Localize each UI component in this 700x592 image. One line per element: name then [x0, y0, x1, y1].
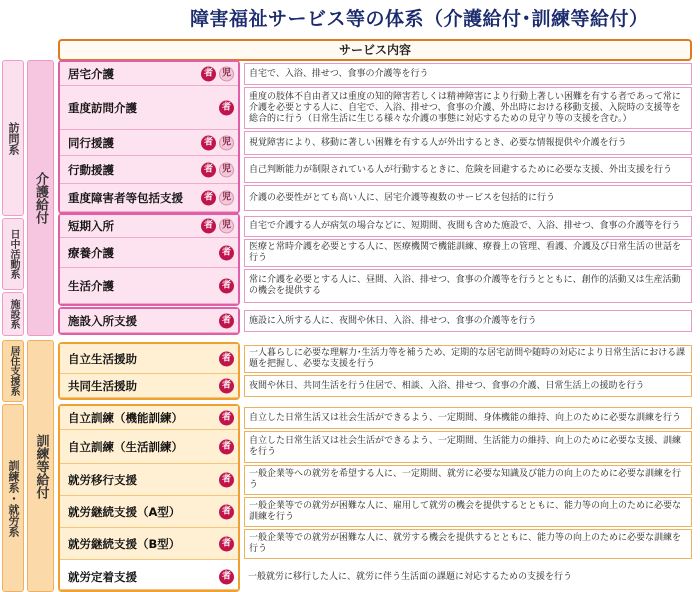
service-row [60, 184, 692, 212]
service-description: 視覚障害により、移動に著しい困難を有する人が外出するとき、必要な情報提供や介護を行う [244, 131, 692, 155]
service-description: 常に介護を必要とする人に、昼間、入浴、排せつ、食事の介護等を行うとともに、創作的活動又は生産活動の機会を提供する [244, 269, 692, 303]
category-kunren: 訓練系・就労系 [2, 404, 24, 592]
service-name: 居宅介護 者 児 [60, 62, 238, 86]
adult-badge: 者 [219, 313, 234, 328]
service-name: 共同生活援助 者 [60, 374, 238, 398]
service-name: 就労継続支援（B型） 者 [60, 528, 238, 560]
service-description: 自宅で、入浴、排せつ、食事の介護等を行う [244, 63, 692, 85]
adult-badge: 者 [201, 135, 216, 150]
service-description: 自己判断能力が制限されている人が行動するときに、危険を回避するために必要な支援、外出支援を行う [244, 157, 692, 183]
service-description: 自宅で介護する人が病気の場合などに、短期間、夜間も含めた施設で、入浴、排せつ、食事の介護等を行う [244, 216, 692, 237]
service-name: 生活介護 者 [60, 268, 238, 304]
service-description: 夜間や休日、共同生活を行う住居で、相談、入浴、排せつ、食事の介護、日常生活上の援助を行う [244, 375, 692, 397]
adult-badge: 者 [201, 66, 216, 81]
service-row [60, 528, 692, 560]
service-name: 就労移行支援 者 [60, 464, 238, 496]
adult-badge: 者 [219, 351, 234, 366]
service-row [60, 496, 692, 528]
service-name: 短期入所 者 児 [60, 215, 238, 238]
service-description: 一般就労に移行した人に、就労に伴う生活面の課題に対応するための支援を行う [244, 565, 692, 589]
service-description: 一般企業等での就労が困難な人に、雇用して就労の機会を提供するとともに、能力等の向上のために必要な訓練を行う [244, 497, 692, 527]
service-row [60, 268, 692, 304]
service-row [60, 564, 692, 590]
adult-badge: 者 [219, 536, 234, 551]
service-name: 就労継続支援（A型） 者 [60, 496, 238, 528]
adult-badge: 者 [219, 504, 234, 519]
service-name: 就労定着支援 者 [60, 564, 238, 590]
service-name: 療養介護 者 [60, 238, 238, 268]
child-badge: 児 [219, 162, 234, 177]
child-badge: 児 [219, 66, 234, 81]
service-description: 自立した日常生活又は社会生活ができるよう、一定期間、身体機能の維持、向上のために必要な訓練を行う [244, 407, 692, 429]
service-description: 重度の肢体不自由者又は重度の知的障害若しくは精神障害により行動上著しい困難を有する者であって常に介護を必要とする人に、自宅で、入浴、排せつ、食事の介護、外出時における移動支援、入院時の支援等を総合的に行う（日常生活に生じる様々な介護の事態に対応するための見守り等の支援を含む。） [244, 87, 692, 129]
service-row [60, 374, 692, 398]
service-row [60, 215, 692, 238]
adult-badge: 者 [201, 190, 216, 205]
category-shisetsu: 施設系 [2, 292, 24, 336]
service-row [60, 62, 692, 86]
service-row [60, 464, 692, 496]
service-row [60, 406, 692, 430]
adult-badge: 者 [201, 162, 216, 177]
page-title: 障害福祉サービス等の体系（介護給付･訓練等給付） [190, 8, 649, 30]
service-row [60, 238, 692, 268]
service-description: 医療と常時介護を必要とする人に、医療機関で機能訓練、療養上の管理、看護、介護及び日常生活の世話を行う [244, 239, 692, 267]
adult-badge: 者 [219, 569, 234, 584]
service-description: 一般企業等への就労を希望する人に、一定期間、就労に必要な知識及び能力の向上のために必要な訓練を行う [244, 465, 692, 495]
service-name: 行動援護 者 児 [60, 156, 238, 184]
category-kaigo: 介護給付 [27, 60, 54, 336]
category-nicchu: 日中活動系 [2, 218, 24, 290]
adult-badge: 者 [219, 410, 234, 425]
service-row [60, 344, 692, 374]
category-kunren-label: 訓練等給付 [27, 340, 54, 592]
adult-badge: 者 [219, 439, 234, 454]
service-description: 介護の必要性がとても高い人に、居宅介護等複数のサービスを包括的に行う [244, 185, 692, 211]
child-badge: 児 [219, 219, 234, 234]
child-badge: 児 [219, 190, 234, 205]
adult-badge: 者 [219, 378, 234, 393]
adult-badge: 者 [201, 219, 216, 234]
service-name: 自立訓練（機能訓練） 者 [60, 406, 238, 430]
service-description: 一人暮らしに必要な理解力･生活力等を補うため、定期的な居宅訪問や随時の対応により日常生活における課題を把握し、必要な支援を行う [244, 345, 692, 373]
service-content-header: サービス内容 [58, 39, 692, 61]
service-name: 重度障害者等包括支援 者 児 [60, 184, 238, 212]
adult-badge: 者 [219, 245, 234, 260]
adult-badge: 者 [219, 100, 234, 115]
service-description: 施設に入所する人に、夜間や休日、入浴、排せつ、食事の介護等を行う [244, 310, 692, 332]
service-name: 自立生活援助 者 [60, 344, 238, 374]
category-kyoju: 居住支援系 [2, 340, 24, 402]
service-row [60, 86, 692, 130]
adult-badge: 者 [219, 278, 234, 293]
service-row [60, 156, 692, 184]
service-name: 自立訓練（生活訓練） 者 [60, 430, 238, 464]
adult-badge: 者 [219, 472, 234, 487]
service-name: 同行援護 者 児 [60, 130, 238, 156]
category-houmon: 訪問系 [2, 60, 24, 216]
service-name: 施設入所支援 者 [60, 309, 238, 333]
service-name: 重度訪問介護 者 [60, 86, 238, 130]
service-row [60, 130, 692, 156]
service-row [60, 309, 692, 333]
service-description: 自立した日常生活又は社会生活ができるよう、一定期間、生活能力の維持、向上のために必要な支援、訓練を行う [244, 431, 692, 463]
service-row [60, 430, 692, 464]
service-description: 一般企業等での就労が困難な人に、就労する機会を提供するとともに、能力等の向上のために必要な訓練を行う [244, 529, 692, 559]
child-badge: 児 [219, 135, 234, 150]
